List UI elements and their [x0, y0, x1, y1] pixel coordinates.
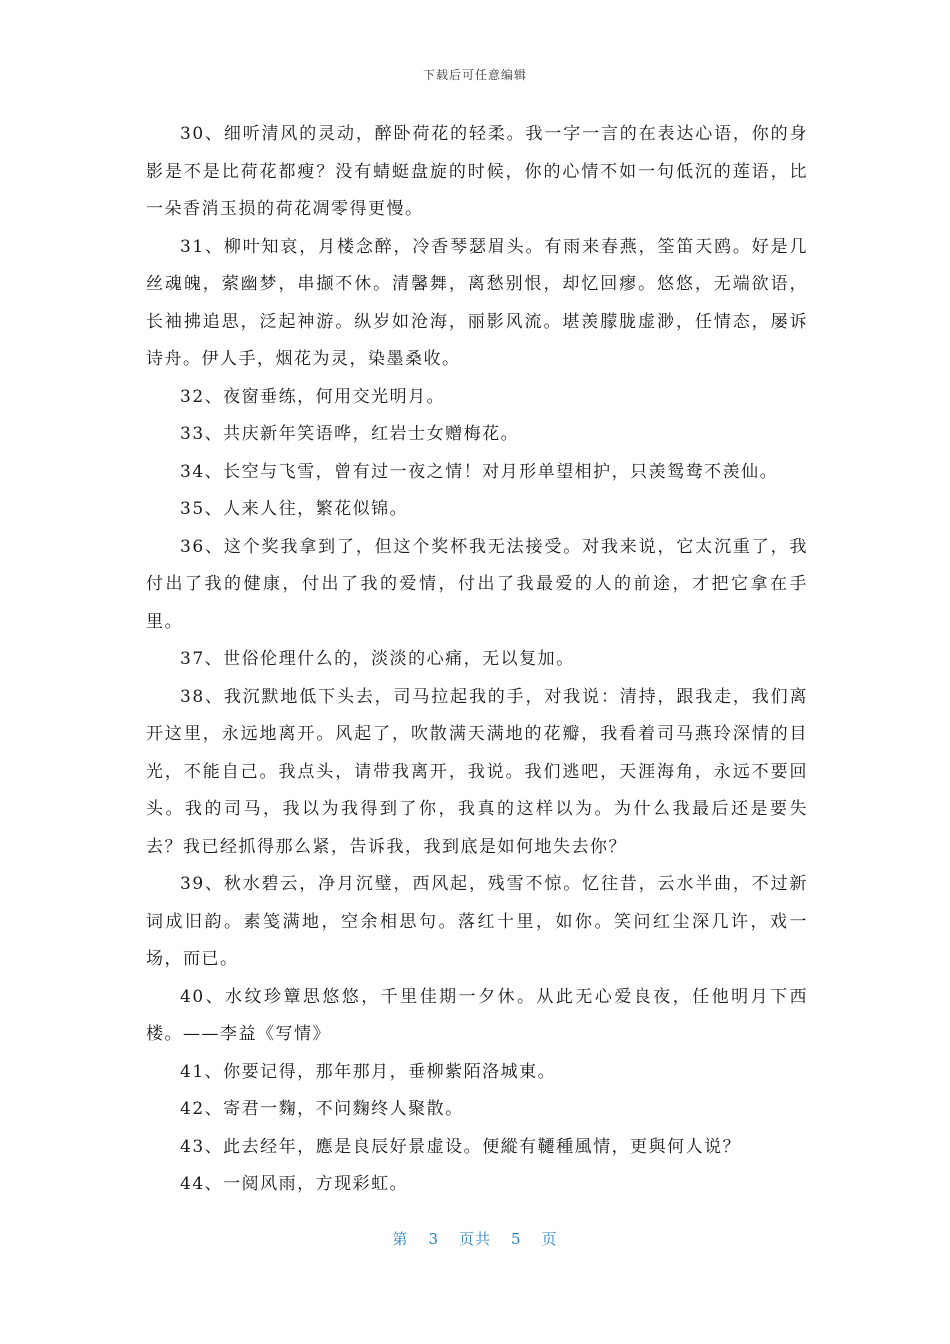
paragraph-31: 31、柳叶知哀，月楼念醉，冷香琴瑟眉头。有雨来春燕，筌笛天鸥。好是几丝魂魄，萦幽梦，串撷不休。清馨舞，离愁别恨，却忆回瘳。悠悠，无端欲语，长袖拂追思，泛起神游。纵岁如沧海，丽影风流。堪羡朦胧虚渺，任情态，屡诉诗舟。伊人手，烟花为灵，染墨桑收。 [146, 236, 808, 369]
paragraph-40: 40、水纹珍簟思悠悠，千里佳期一夕休。从此无心爱良夜，任他明月下西楼。——李益《写情》 [146, 986, 808, 1044]
paragraph-43: 43、此去经年，應是良辰好景虚设。便縱有韆種風情，更與何人说？ [180, 1136, 742, 1157]
paragraph-44: 44、一阅风雨，方现彩虹。 [180, 1174, 409, 1194]
paragraph-34: 34、长空与飞雪，曾有过一夜之情！对月形单望相护，只羡鸳鸯不羡仙。 [180, 461, 779, 482]
paragraph-30: 30、细听清风的灵动，醉卧荷花的轻柔。我一字一言的在表达心语，你的身影是不是比荷花都瘦？没有蜻蜓盘旋的时候，你的心情不如一句低沉的莲语，比一朵香消玉损的荷花凋零得更慢。 [146, 124, 808, 219]
footer-current-page: 3 [428, 1230, 439, 1248]
footer-page-suffix: 页 [541, 1230, 558, 1248]
paragraph-42: 42、寄君一麴，不问麴终人聚散。 [180, 1099, 464, 1119]
paragraph-39: 39、秋水碧云，净月沉璧，西风起，残雪不惊。忆往昔，云水半曲，不过新词成旧韵。素笺满地，空余相思句。落红十里，如你。笑问红尘深几许，戏一场，而已。 [146, 874, 808, 969]
paragraph-33: 33、共庆新年笑语哗，红岩士女赠梅花。 [180, 424, 520, 444]
footer-total-pages: 5 [511, 1230, 522, 1248]
footer-page-middle: 页共 [458, 1230, 491, 1248]
paragraph-37: 37、世俗伦理什么的，淡淡的心痛，无以复加。 [180, 649, 575, 669]
page-footer [0, 1228, 950, 1249]
header-note: 下载后可任意编辑 [422, 68, 527, 82]
footer-page-prefix: 第 [392, 1230, 409, 1248]
paragraph-41: 41、你要记得，那年那月，垂柳紫陌洛城東。 [180, 1061, 557, 1082]
paragraph-38: 38、我沉默地低下头去，司马拉起我的手，对我说：清持，跟我走，我们离开这里，永远地离开。风起了，吹散满天满地的花瓣，我看着司马燕玲深情的目光，不能自己。我点头，请带我离开，我说。我们逃吧，天涯海角，永远不要回头。我的司马，我以为我得到了你，我真的这样以为。为什么我最后还是要失去？我已经抓得那么紧，告诉我，我到底是如何地失去你？ [146, 686, 808, 857]
paragraph-32: 32、夜窗垂练，何用交光明月。 [180, 386, 446, 407]
paragraph-35: 35、人来人往，繁花似锦。 [180, 499, 409, 519]
document-body [146, 116, 808, 1204]
paragraph-36: 36、这个奖我拿到了，但这个奖杯我无法接受。对我来说，它太沉重了，我付出了我的健康，付出了我的爱情，付出了我最爱的人的前途，才把它拿在手里。 [146, 536, 808, 632]
